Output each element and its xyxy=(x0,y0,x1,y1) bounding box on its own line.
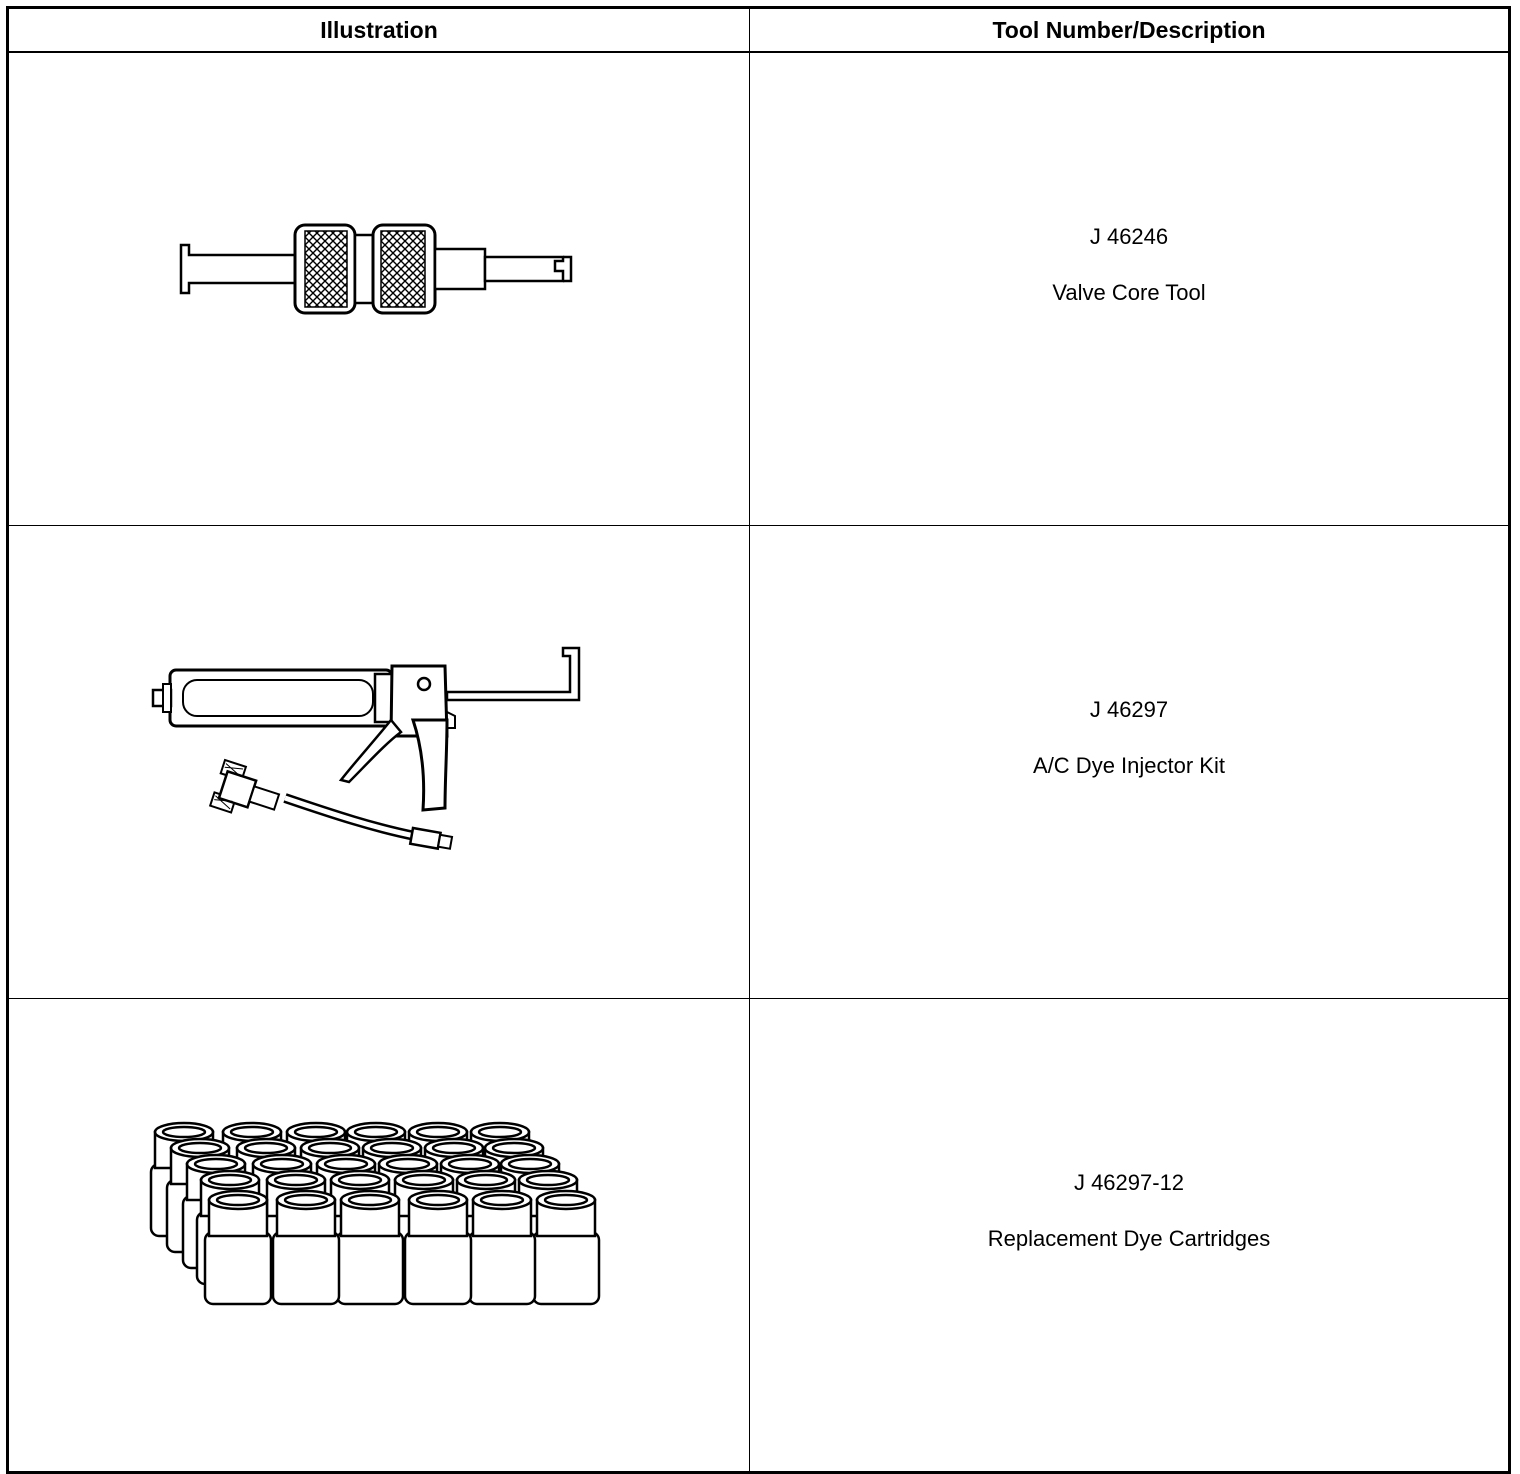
tool-number: J 46297-12 xyxy=(1073,1170,1185,1195)
tool-number: J 46246 xyxy=(1089,224,1169,249)
table-row xyxy=(8,52,1510,526)
dye-injector-kit-icon xyxy=(145,640,605,860)
tool-number: J 46297 xyxy=(1089,697,1169,722)
description-cell xyxy=(750,999,1510,1473)
dye-cartridges-icon xyxy=(140,1114,610,1344)
header-illustration: Illustration xyxy=(8,8,750,53)
header-description: Tool Number/Description xyxy=(750,8,1510,53)
description-cell xyxy=(750,52,1510,526)
description-cell xyxy=(750,526,1510,999)
tool-table xyxy=(6,6,1511,1474)
tool-description: Replacement Dye Cartridges xyxy=(987,1226,1271,1251)
table-row xyxy=(8,999,1510,1473)
header-row xyxy=(8,8,1510,53)
tool-description: A/C Dye Injector Kit xyxy=(1033,753,1225,778)
illustration-cell xyxy=(8,999,750,1473)
valve-core-tool-icon xyxy=(169,205,589,325)
illustration-cell xyxy=(8,526,750,999)
tool-description: Valve Core Tool xyxy=(1052,280,1206,305)
illustration-cell xyxy=(8,52,750,526)
table-row xyxy=(8,526,1510,999)
